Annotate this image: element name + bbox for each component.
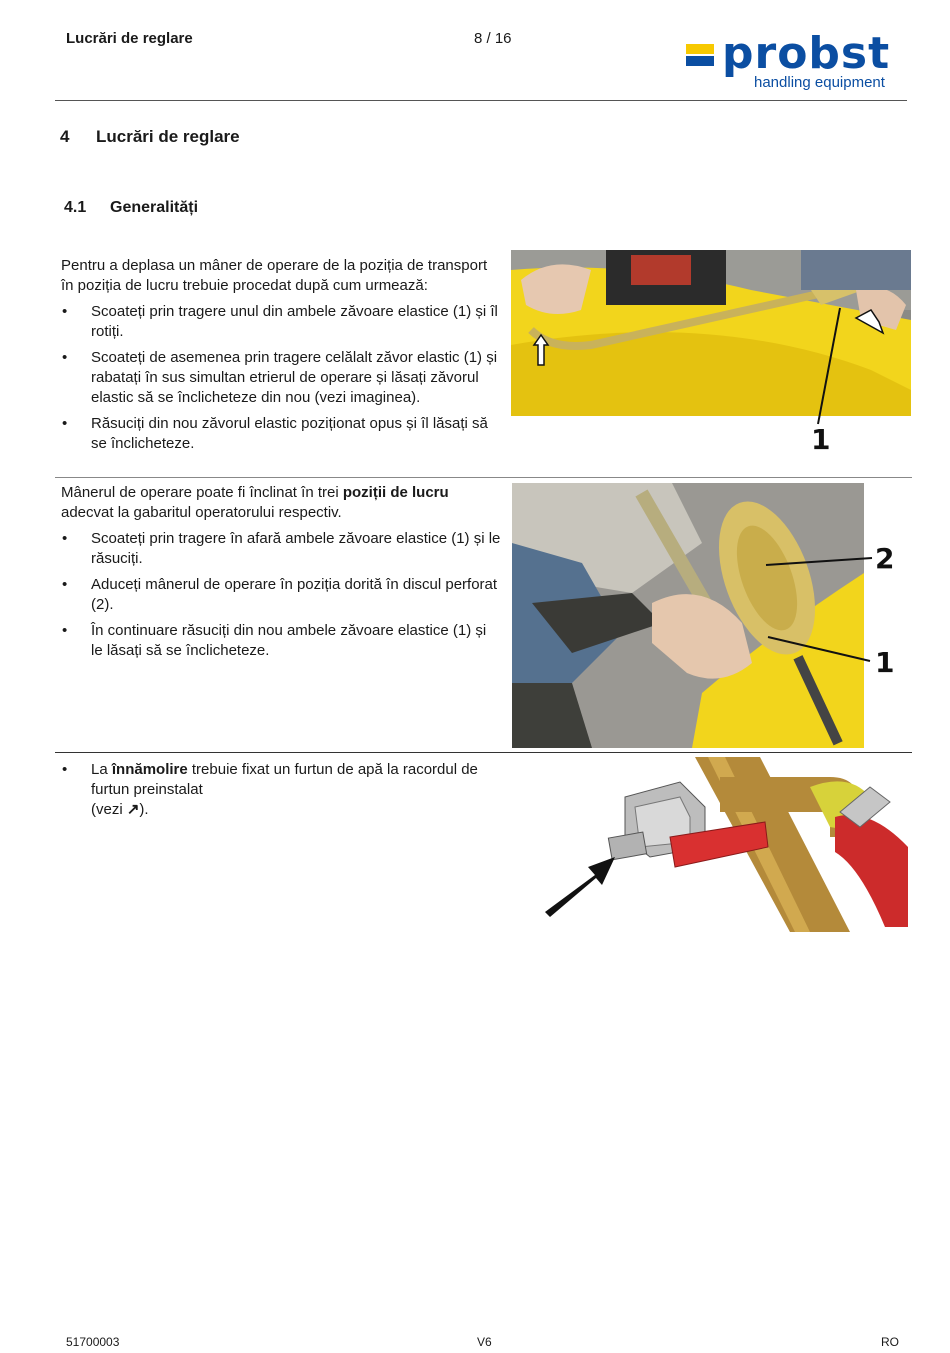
list-item: • Scoateți prin tragere unul din ambele zăvoare elastice (1) și îl rotiți. bbox=[61, 302, 501, 342]
block2-text bbox=[61, 483, 501, 667]
list-item: • Aduceți mânerul de operare în poziția dorită în discul perforat (2). bbox=[61, 575, 501, 615]
subsection-number: 4.1 bbox=[64, 199, 87, 216]
callout-number-1b: 1 bbox=[875, 646, 895, 679]
block1-intro: Pentru a deplasa un mâner de operare de la poziția de transport în poziția de lucru trebuie procedat după cum urmează: bbox=[61, 257, 488, 294]
block3-bold: înnămolire bbox=[111, 761, 188, 778]
block3-list bbox=[61, 760, 501, 820]
block1-text bbox=[61, 256, 501, 460]
block3-ref-pre: (vezi bbox=[91, 801, 127, 818]
logo-tagline: handling equipment bbox=[754, 74, 885, 91]
subsection-heading bbox=[64, 199, 198, 217]
logo-yellow-bar bbox=[686, 44, 714, 54]
callout-line-1 bbox=[800, 300, 860, 430]
list-item: • Răsuciți din nou zăvorul elastic poziționat opus și îl lăsați să se înclicheteze. bbox=[61, 414, 501, 454]
valve-diagram bbox=[540, 757, 908, 935]
footer-language: RO bbox=[881, 1335, 899, 1349]
footer-doc-number: 51700003 bbox=[66, 1335, 120, 1349]
block3-text bbox=[61, 760, 501, 826]
block2-intro bbox=[61, 483, 501, 523]
list-item: • În continuare răsuciți din nou ambele zăvoare elastice (1) și le lăsați să se înclicheteze. bbox=[61, 621, 501, 661]
list-item: • Scoateți prin tragere în afară ambele zăvoare elastice (1) și le răsuciți. bbox=[61, 529, 501, 569]
block2-list bbox=[61, 529, 501, 661]
block3-ref-post: ). bbox=[139, 801, 149, 818]
probst-logo bbox=[686, 28, 901, 96]
block3-post: trebuie fixat un furtun de apă la racordul de furtun preinstalat bbox=[91, 761, 478, 798]
divider-2 bbox=[55, 752, 912, 753]
section-number: 4 bbox=[60, 127, 70, 146]
divider-1 bbox=[55, 477, 912, 478]
arrow-up-right-icon: ↗ bbox=[126, 801, 140, 818]
list-item: • Scoateți de asemenea prin tragere celălalt zăvor elastic (1) și rabatați în sus simultan etrierul de operare și lăsați zăvorul elastic să se înclicheteze din nou (vezi imaginea). bbox=[61, 348, 501, 408]
list-item bbox=[61, 760, 501, 820]
block2-intro-pre: Mânerul de operare poate fi înclinat în trei bbox=[61, 484, 343, 501]
header-title: Lucrări de reglare bbox=[66, 30, 193, 47]
block2-intro-post: adecvat la gabaritul operatorului respectiv. bbox=[61, 504, 342, 521]
callout-lines-2 bbox=[760, 545, 880, 675]
block3-pre: La bbox=[91, 761, 112, 778]
logo-blue-bar bbox=[686, 56, 714, 66]
hose-connector-illustration bbox=[540, 757, 908, 935]
block2-intro-bold: poziții de lucru bbox=[342, 484, 449, 501]
callout-number-1: 1 bbox=[811, 423, 831, 456]
header-rule bbox=[55, 100, 907, 101]
callout-number-2: 2 bbox=[875, 542, 895, 575]
block1-list bbox=[61, 302, 501, 454]
page-number: 8 / 16 bbox=[474, 30, 512, 47]
logo-brand: probst bbox=[722, 28, 891, 79]
section-title: Lucrări de reglare bbox=[96, 127, 240, 146]
subsection-title: Generalități bbox=[110, 199, 199, 216]
section-heading bbox=[60, 127, 240, 147]
footer-version: V6 bbox=[477, 1335, 492, 1349]
